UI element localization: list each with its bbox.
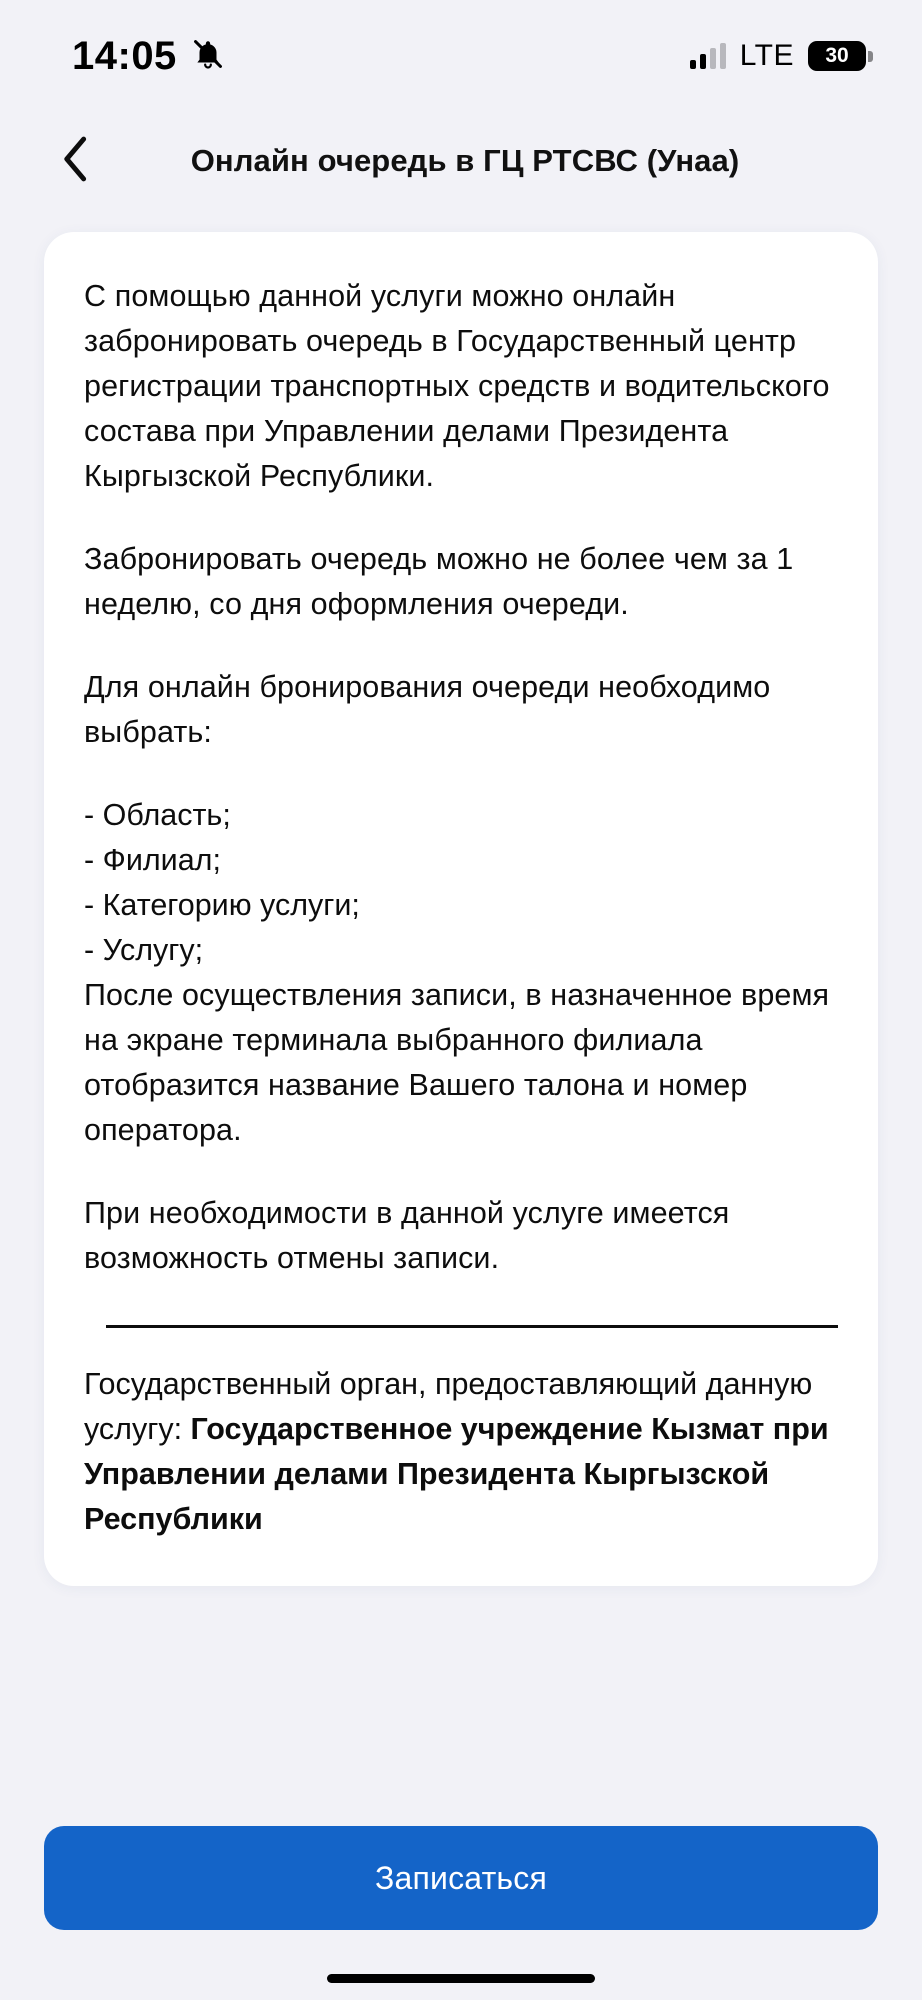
list-item: - Область; <box>84 798 231 832</box>
description-paragraph-1: С помощью данной услуги можно онлайн забронировать очередь в Государственный центр регистрации транспортных средств и водительского состава при Управлении делами Президента Кыргызской Республики. <box>84 279 830 493</box>
list-item: - Филиал; <box>84 843 221 877</box>
description-paragraph-4: После осуществления записи, в назначенное время на экране терминала выбранного филиала отобразится название Вашего талона и номер оператора. <box>84 978 830 1147</box>
description-paragraph-2: Забронировать очередь можно не более чем за 1 неделю, со дня оформления очереди. <box>84 542 794 621</box>
authority-prefix: Государственный орган, предоставляющий данную услугу: <box>84 1367 813 1446</box>
bell-muted-icon <box>191 37 225 76</box>
service-description-card <box>44 232 878 1586</box>
requirements-list <box>84 793 838 973</box>
sign-up-button[interactable]: Записаться <box>44 1826 878 1930</box>
home-indicator-area <box>0 1956 922 2000</box>
description-paragraph-5: При необходимости в данной услуге имеется возможность отмены записи. <box>84 1196 730 1275</box>
status-time: 14:05 <box>72 33 177 78</box>
bottom-action-area <box>0 1826 922 1956</box>
status-bar-left <box>72 34 225 79</box>
list-item: - Категорию услуги; <box>84 888 360 922</box>
cellular-signal-icon <box>690 43 726 69</box>
status-bar <box>0 0 922 112</box>
battery-cap <box>868 51 873 62</box>
status-bar-right <box>690 39 866 73</box>
battery-icon <box>808 41 866 71</box>
section-divider <box>106 1325 838 1328</box>
description-paragraph-3: Для онлайн бронирования очереди необходимо выбрать: <box>84 670 771 749</box>
home-indicator[interactable] <box>327 1974 595 1983</box>
navigation-bar <box>0 112 922 210</box>
network-type-label: LTE <box>739 39 794 72</box>
authority-name: Государственное учреждение Кызмат при Управлении делами Президента Кыргызской Республики <box>84 1412 829 1536</box>
chevron-left-icon <box>59 136 93 187</box>
authority-block <box>84 1362 838 1542</box>
battery-level-label: 30 <box>825 44 849 67</box>
back-button[interactable] <box>48 133 104 189</box>
content-scroll-area[interactable] <box>0 210 922 1826</box>
page-title: Онлайн очередь в ГЦ РТСВС (Унаа) <box>190 143 740 178</box>
list-item: - Услугу; <box>84 933 204 967</box>
